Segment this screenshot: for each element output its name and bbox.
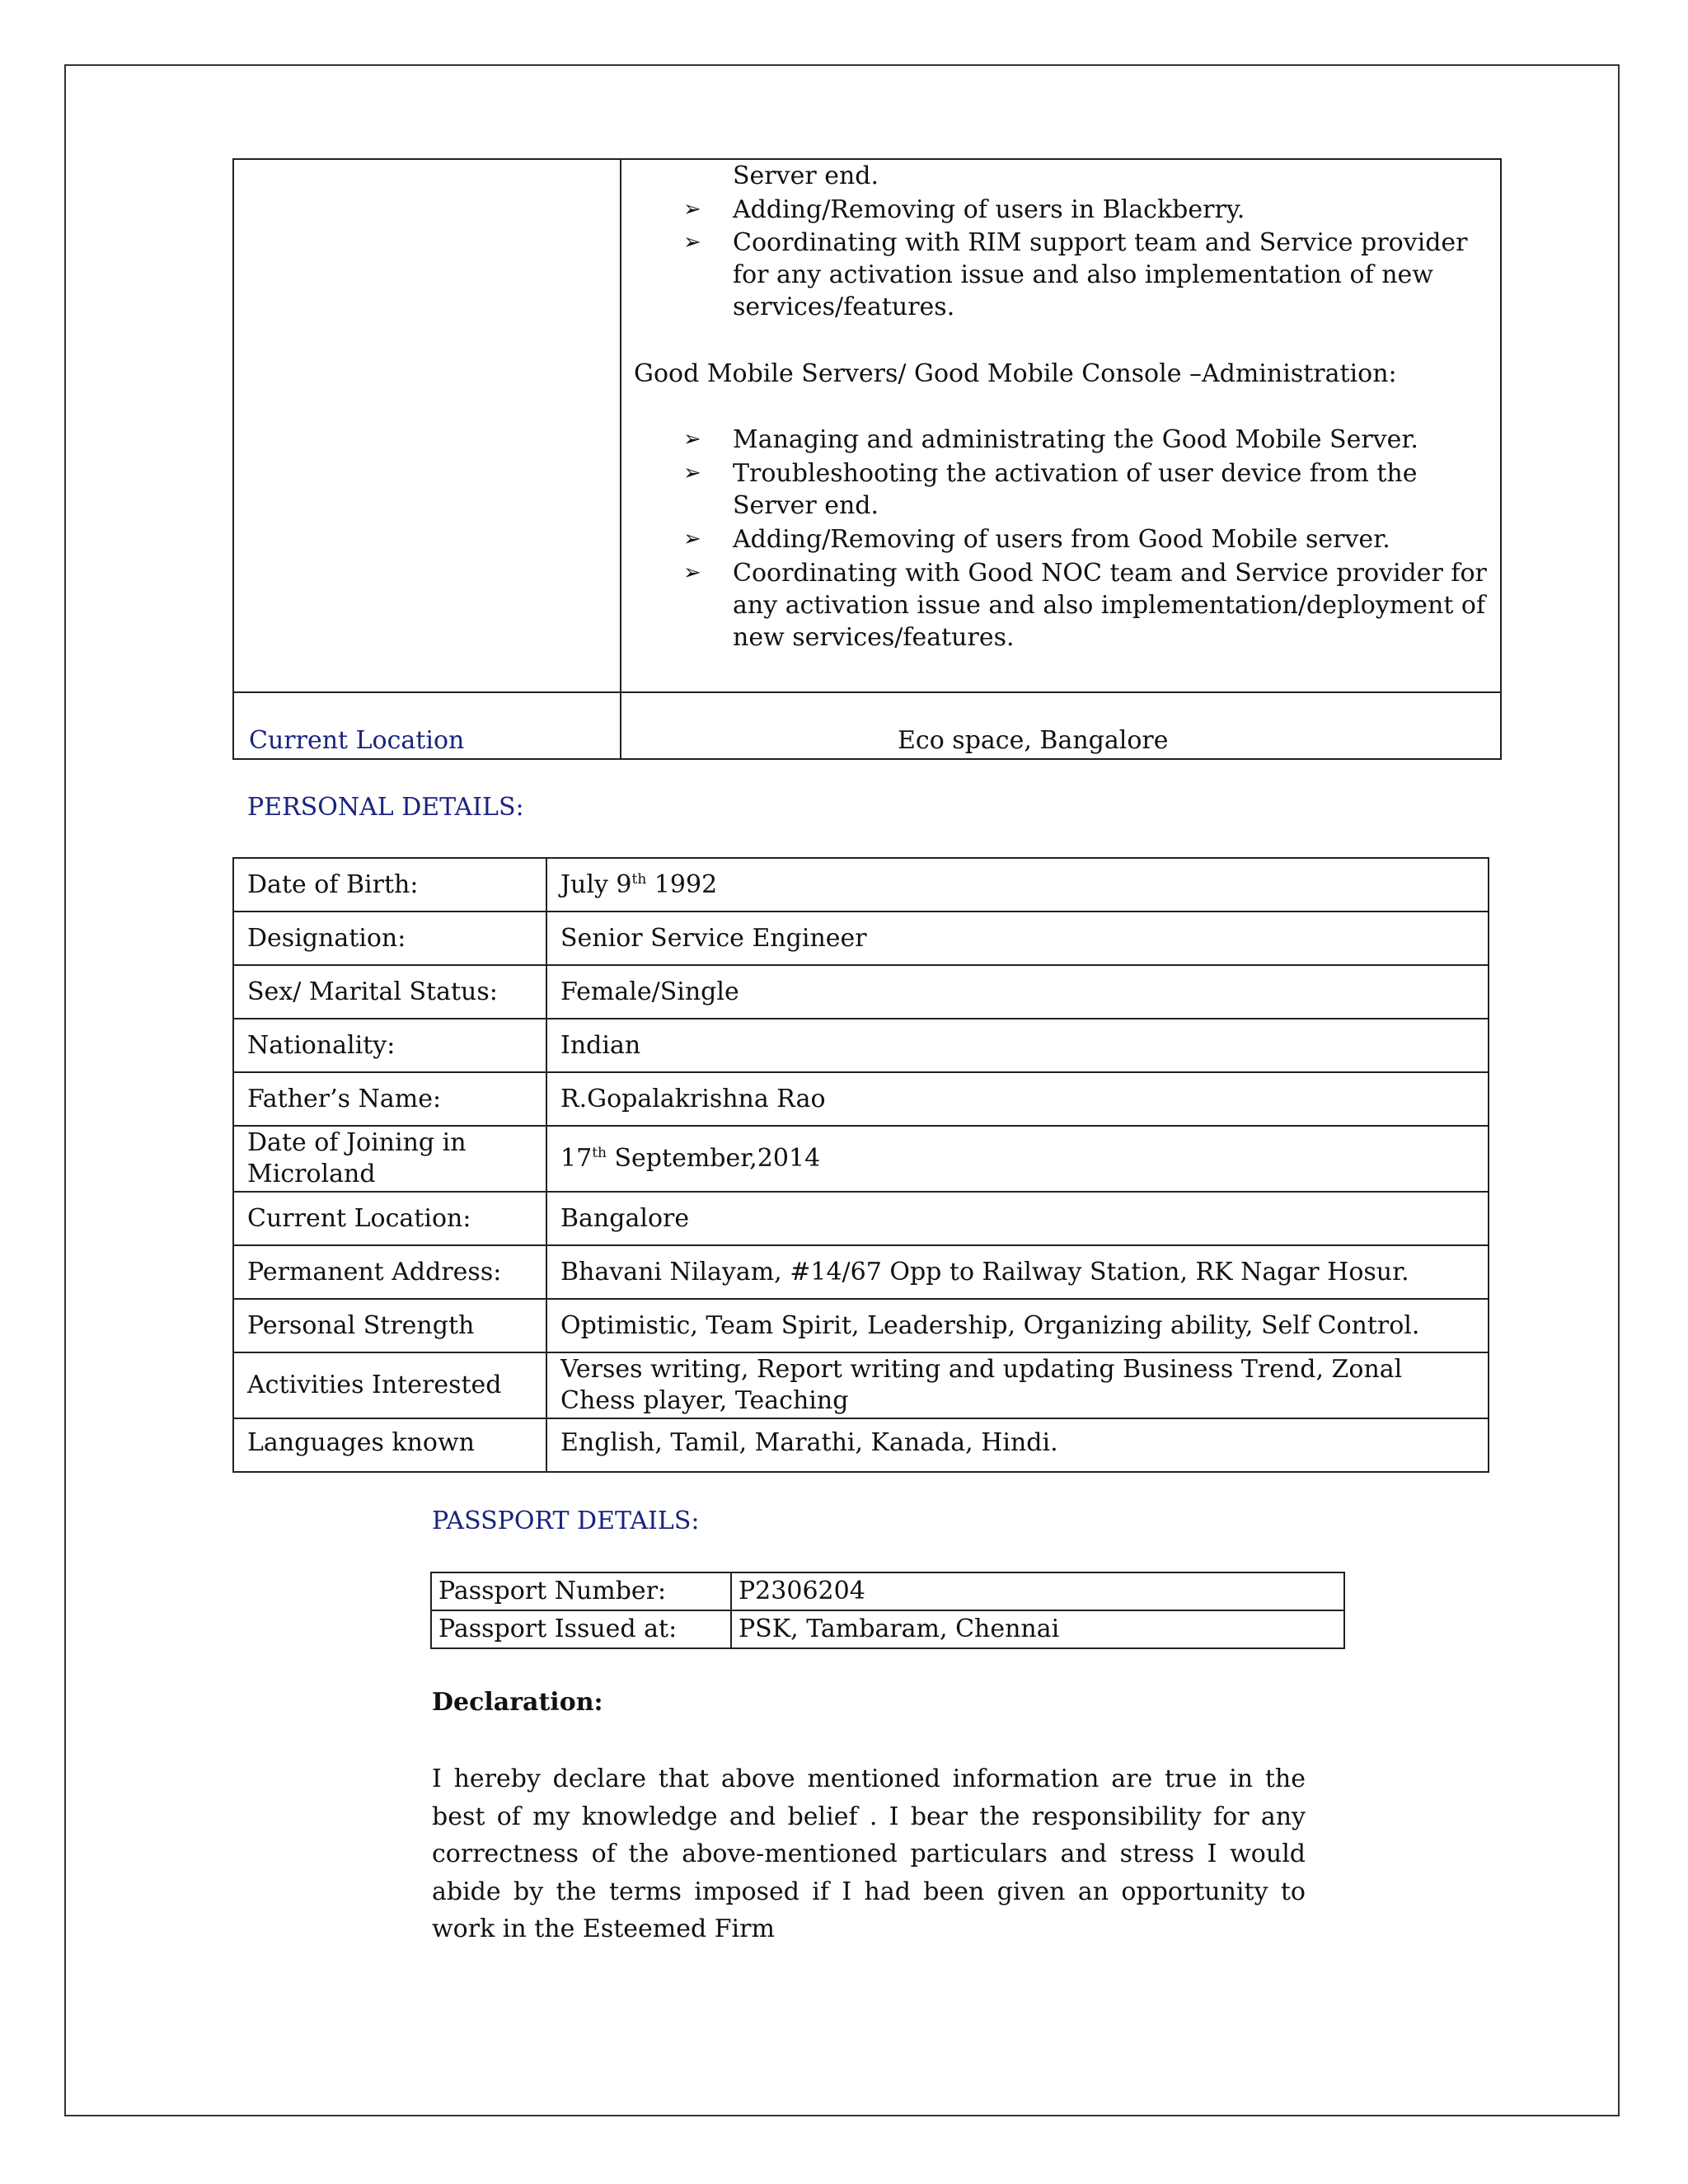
arrow-bullet-icon: ➢: [683, 197, 701, 222]
passport-number-value: P2306204: [731, 1572, 1344, 1610]
bullet-text: Server end.: [733, 162, 879, 190]
nationality-label: Nationality:: [233, 1019, 546, 1072]
activities-value: Verses writing, Report writing and updating Business Trend, Zonal Chess player, Teaching: [546, 1352, 1489, 1418]
bullet-text: Managing and administrating the Good Mobile Server.: [733, 425, 1418, 454]
bullet-text: Adding/Removing of users in Blackberry.: [733, 195, 1245, 224]
table-row: [431, 1610, 1344, 1648]
declaration-title: Declaration:: [432, 1688, 603, 1717]
bullet-text: Coordinating with RIM support team and Service provider for any activation issue and also implementation of new services/features.: [733, 228, 1468, 321]
doj-label: Date of Joining in Microland: [233, 1126, 546, 1192]
table-row: [233, 1192, 1489, 1245]
sex-label: Sex/ Marital Status:: [233, 965, 546, 1019]
designation-label: Designation:: [233, 912, 546, 965]
table-row: [233, 1245, 1489, 1299]
designation-value: Senior Service Engineer: [546, 912, 1489, 965]
arrow-bullet-icon: ➢: [683, 527, 701, 551]
activities-label: Activities Interested: [233, 1352, 546, 1418]
personal-details-table: [232, 857, 1489, 1473]
table-row: [431, 1572, 1344, 1610]
table-row: [233, 1019, 1489, 1072]
experience-table: [232, 158, 1502, 760]
permanent-address-value: Bhavani Nilayam, #14/67 Opp to Railway Station, RK Nagar Hosur.: [546, 1245, 1489, 1299]
table-row: [233, 1418, 1489, 1472]
current-location-value: Eco space, Bangalore: [898, 726, 1169, 755]
column-divider: [620, 160, 621, 758]
nationality-value: Indian: [546, 1019, 1489, 1072]
doj-value: 17th September,2014: [546, 1126, 1489, 1192]
bullet-text: Troubleshooting the activation of user device from the Server end.: [733, 459, 1418, 520]
passport-number-label: Passport Number:: [431, 1572, 731, 1610]
permanent-address-label: Permanent Address:: [233, 1245, 546, 1299]
dob-label: Date of Birth:: [233, 858, 546, 912]
arrow-bullet-icon: ➢: [683, 560, 701, 585]
current-location-value: Bangalore: [546, 1192, 1489, 1245]
table-row: [233, 1072, 1489, 1126]
table-row: [233, 1352, 1489, 1418]
personal-details-heading: PERSONAL DETAILS:: [247, 793, 524, 822]
arrow-bullet-icon: ➢: [683, 461, 701, 485]
passport-issued-value: PSK, Tambaram, Chennai: [731, 1610, 1344, 1648]
personal-strength-label: Personal Strength: [233, 1299, 546, 1352]
table-row: [233, 1126, 1489, 1192]
passport-details-table: [430, 1572, 1345, 1649]
section-subheading: Good Mobile Servers/ Good Mobile Console –Administration:: [634, 359, 1397, 388]
current-location-label: Current Location:: [233, 1192, 546, 1245]
languages-label: Languages known: [233, 1418, 546, 1472]
dob-value: July 9th 1992: [546, 858, 1489, 912]
row-divider: [234, 691, 1500, 693]
current-location-label: Current Location: [249, 726, 465, 755]
arrow-bullet-icon: ➢: [683, 427, 701, 452]
declaration-body: I hereby declare that above mentioned information are true in the best of my knowledge and belief . I bear the responsibility for any correctness of the above-mentioned particulars and stress I would abide by the terms imposed if I had been given an opportunity to work in the Esteemed Firm: [432, 1765, 1306, 1943]
table-row: [233, 858, 1489, 912]
languages-value: English, Tamil, Marathi, Kanada, Hindi.: [546, 1418, 1489, 1472]
father-name-label: Father’s Name:: [233, 1072, 546, 1126]
arrow-bullet-icon: ➢: [683, 230, 701, 255]
father-name-value: R.Gopalakrishna Rao: [546, 1072, 1489, 1126]
table-row: [233, 912, 1489, 965]
table-row: [233, 965, 1489, 1019]
bullet-text: Coordinating with Good NOC team and Service provider for any activation issue and also implementation/deployment of new services/features.: [733, 559, 1487, 652]
sex-value: Female/Single: [546, 965, 1489, 1019]
passport-details-heading: PASSPORT DETAILS:: [432, 1507, 700, 1535]
personal-strength-value: Optimistic, Team Spirit, Leadership, Organizing ability, Self Control.: [546, 1299, 1489, 1352]
passport-issued-label: Passport Issued at:: [431, 1610, 731, 1648]
bullet-text: Adding/Removing of users from Good Mobile server.: [733, 525, 1390, 554]
table-row: [233, 1299, 1489, 1352]
